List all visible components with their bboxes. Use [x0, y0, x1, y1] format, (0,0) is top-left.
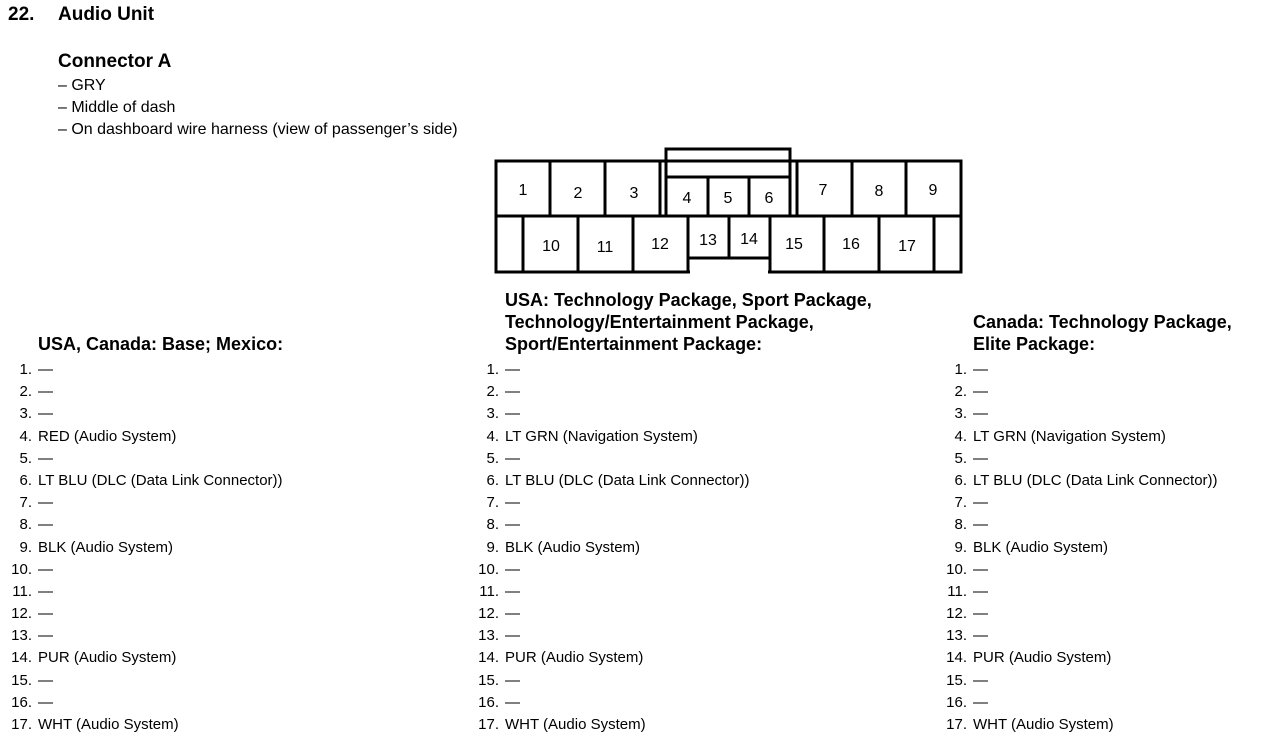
pin-row [0, 714, 283, 736]
pin-number: 14. [946, 649, 967, 667]
pin-number: 11. [947, 582, 967, 600]
pin-wire: — [505, 605, 520, 623]
pin-row [467, 647, 750, 669]
pin-number: 13. [11, 627, 32, 645]
pin-wire: WHT (Audio System) [973, 716, 1114, 733]
section-title: Audio Unit [58, 4, 155, 25]
pin-wire: — [973, 405, 988, 423]
pin-label: 8 [874, 183, 884, 200]
pin-row [0, 470, 283, 492]
pin-row [467, 492, 750, 514]
pin-row [935, 448, 1218, 470]
pin-row [0, 603, 283, 625]
pin-row [0, 448, 283, 470]
pin-number: 6. [954, 471, 967, 489]
pin-row [0, 492, 283, 514]
pin-number: 15. [478, 671, 499, 689]
pin-number: 3. [486, 405, 499, 423]
pin-row [935, 603, 1218, 625]
pin-row [0, 359, 283, 381]
pin-wire: BLK (Audio System) [38, 538, 174, 556]
pin-row [467, 670, 750, 692]
pin-wire: — [38, 693, 53, 711]
pin-wire: RED (Audio System) [38, 427, 177, 445]
pin-row [467, 403, 750, 425]
pin-label: 2 [573, 185, 583, 202]
pin-wire: PUR (Audio System) [973, 649, 1112, 667]
pin-wire: — [505, 449, 520, 467]
pin-number: 4. [486, 427, 499, 445]
pin-row [467, 581, 750, 603]
pin-number: 2. [954, 383, 967, 401]
pin-number: 14. [478, 649, 499, 667]
pin-number: 7. [19, 494, 32, 512]
pin-wire: — [973, 449, 988, 467]
pin-wire: LT GRN (Navigation System) [973, 427, 1166, 445]
pin-number: 12. [478, 605, 499, 623]
pin-label: 7 [818, 182, 828, 199]
pin-number: 3. [954, 405, 967, 423]
pin-wire: — [505, 627, 520, 645]
pin-row [467, 514, 750, 536]
pin-row [935, 581, 1218, 603]
pin-number: 10. [478, 560, 499, 578]
pin-number: 8. [19, 516, 32, 534]
pin-row [0, 692, 283, 714]
pin-row [935, 537, 1218, 559]
pin-wire: — [973, 693, 988, 711]
pin-wire: — [38, 560, 53, 578]
pin-number: 2. [486, 383, 499, 401]
pin-label: 6 [764, 190, 774, 207]
pin-list-canada-tech [935, 359, 1218, 736]
pin-row [0, 514, 283, 536]
pin-label: 5 [723, 190, 733, 207]
pin-row [0, 670, 283, 692]
pin-number: 17. [946, 716, 967, 733]
pin-number: 1. [954, 361, 967, 378]
pin-number: 15. [11, 671, 32, 689]
pin-row [467, 714, 750, 736]
pin-row [467, 625, 750, 647]
pin-number: 14. [11, 649, 32, 667]
pin-wire: LT GRN (Navigation System) [505, 427, 698, 445]
pin-wire: WHT (Audio System) [38, 716, 179, 733]
pin-number: 15. [946, 671, 967, 689]
pin-list-usa-tech [467, 359, 750, 736]
pin-label: 12 [651, 236, 669, 253]
pin-wire: — [38, 494, 53, 512]
pin-label: 10 [542, 238, 560, 255]
pin-wire: — [505, 671, 520, 689]
pin-row [935, 403, 1218, 425]
pin-row [467, 448, 750, 470]
connector-color: – GRY [58, 77, 106, 94]
pin-number: 5. [19, 449, 32, 467]
pin-number: 9. [954, 538, 967, 556]
pin-label: 17 [898, 238, 916, 255]
pin-label: 13 [699, 232, 717, 249]
pin-row [467, 537, 750, 559]
pin-wire: WHT (Audio System) [505, 716, 646, 733]
pin-wire: — [505, 560, 520, 578]
pin-wire: — [973, 671, 988, 689]
pin-wire: PUR (Audio System) [38, 649, 177, 667]
pin-label: 1 [518, 182, 528, 199]
pin-wire: — [973, 605, 988, 623]
pin-wire: LT BLU (DLC (Data Link Connector)) [505, 471, 750, 489]
pin-wire: — [505, 361, 520, 378]
pin-wire: — [973, 582, 988, 600]
pin-wire: — [973, 383, 988, 401]
column-heading-canada-tech: Canada: Technology Package, Elite Package: [973, 312, 1232, 354]
pin-row [0, 537, 283, 559]
pin-number: 4. [19, 427, 32, 445]
pin-row [467, 692, 750, 714]
section-number: 22. [8, 4, 35, 25]
pin-wire: — [38, 516, 53, 534]
pin-row [0, 625, 283, 647]
connector-title: Connector A [58, 51, 172, 72]
pin-wire: — [38, 582, 53, 600]
pin-number: 16. [11, 693, 32, 711]
pin-number: 13. [478, 627, 499, 645]
pin-row [467, 470, 750, 492]
pin-row [935, 670, 1218, 692]
pin-wire: — [38, 405, 53, 423]
pin-wire: — [973, 494, 988, 512]
pin-label: 3 [629, 185, 639, 202]
pin-number: 12. [946, 605, 967, 623]
pin-wire: — [973, 361, 988, 378]
pin-row [935, 359, 1218, 381]
pin-number: 13. [946, 627, 967, 645]
pin-number: 11. [479, 582, 499, 600]
pin-wire: — [973, 516, 988, 534]
pin-row [0, 426, 283, 448]
pin-row [467, 426, 750, 448]
pin-number: 5. [954, 449, 967, 467]
pin-label: 15 [785, 236, 803, 253]
pin-wire: — [505, 383, 520, 401]
pin-row [935, 692, 1218, 714]
pin-number: 6. [19, 471, 32, 489]
pin-number: 8. [954, 516, 967, 534]
pin-number: 8. [486, 516, 499, 534]
pin-wire: — [38, 449, 53, 467]
pin-row [467, 359, 750, 381]
pin-number: 5. [486, 449, 499, 467]
pin-row [935, 714, 1218, 736]
pin-wire: — [38, 671, 53, 689]
pin-row [0, 647, 283, 669]
pin-wire: — [505, 693, 520, 711]
pin-wire: — [38, 361, 53, 378]
pin-row [935, 426, 1218, 448]
pin-number: 10. [946, 560, 967, 578]
pin-number: 10. [11, 560, 32, 578]
connector-location: – Middle of dash [58, 99, 176, 116]
pin-number: 7. [486, 494, 499, 512]
pin-number: 4. [954, 427, 967, 445]
pin-row [935, 559, 1218, 581]
pin-number: 17. [11, 716, 32, 733]
pin-label: 16 [842, 236, 860, 253]
pin-number: 9. [19, 538, 32, 556]
pin-wire: — [973, 627, 988, 645]
pin-number: 6. [486, 471, 499, 489]
pin-row [0, 403, 283, 425]
pin-row [935, 514, 1218, 536]
pin-number: 1. [19, 361, 32, 378]
pin-row [467, 559, 750, 581]
pin-row [935, 492, 1218, 514]
pin-row [0, 381, 283, 403]
pin-row [0, 581, 283, 603]
pin-row [935, 625, 1218, 647]
column-heading-usa-tech: USA: Technology Package, Sport Package, Technology/Entertainment Package, Sport/Entertainment Package: [505, 290, 872, 354]
pin-wire: BLK (Audio System) [973, 538, 1109, 556]
pin-list-base [0, 359, 283, 736]
pin-wire: — [973, 560, 988, 578]
pin-wire: — [38, 383, 53, 401]
pin-wire: LT BLU (DLC (Data Link Connector)) [973, 471, 1218, 489]
pin-wire: BLK (Audio System) [505, 538, 641, 556]
pin-row [467, 603, 750, 625]
pin-wire: — [505, 582, 520, 600]
pin-number: 3. [19, 405, 32, 423]
pin-wire: — [505, 494, 520, 512]
pin-wire: — [505, 405, 520, 423]
column-heading-base: USA, Canada: Base; Mexico: [38, 334, 284, 354]
pin-wire: — [38, 605, 53, 623]
pin-number: 16. [478, 693, 499, 711]
connector-diagram [0, 0, 1280, 290]
pin-wire: PUR (Audio System) [505, 649, 644, 667]
pin-label: 4 [682, 190, 692, 207]
connector-harness: – On dashboard wire harness (view of passenger’s side) [58, 121, 458, 138]
pin-number: 9. [486, 538, 499, 556]
pin-row [935, 381, 1218, 403]
pin-number: 1. [486, 361, 499, 378]
pin-number: 2. [19, 383, 32, 401]
pin-row [0, 559, 283, 581]
pin-row [467, 381, 750, 403]
pin-label: 14 [740, 231, 758, 248]
pin-row [935, 647, 1218, 669]
pin-label: 11 [596, 239, 614, 256]
pin-row [935, 470, 1218, 492]
pin-wire: LT BLU (DLC (Data Link Connector)) [38, 471, 283, 489]
pin-wire: — [38, 627, 53, 645]
pin-number: 12. [11, 605, 32, 623]
pin-number: 17. [478, 716, 499, 733]
pin-label: 9 [928, 182, 938, 199]
pin-wire: — [505, 516, 520, 534]
pin-number: 16. [946, 693, 967, 711]
pin-number: 7. [954, 494, 967, 512]
pin-number: 11. [12, 582, 32, 600]
